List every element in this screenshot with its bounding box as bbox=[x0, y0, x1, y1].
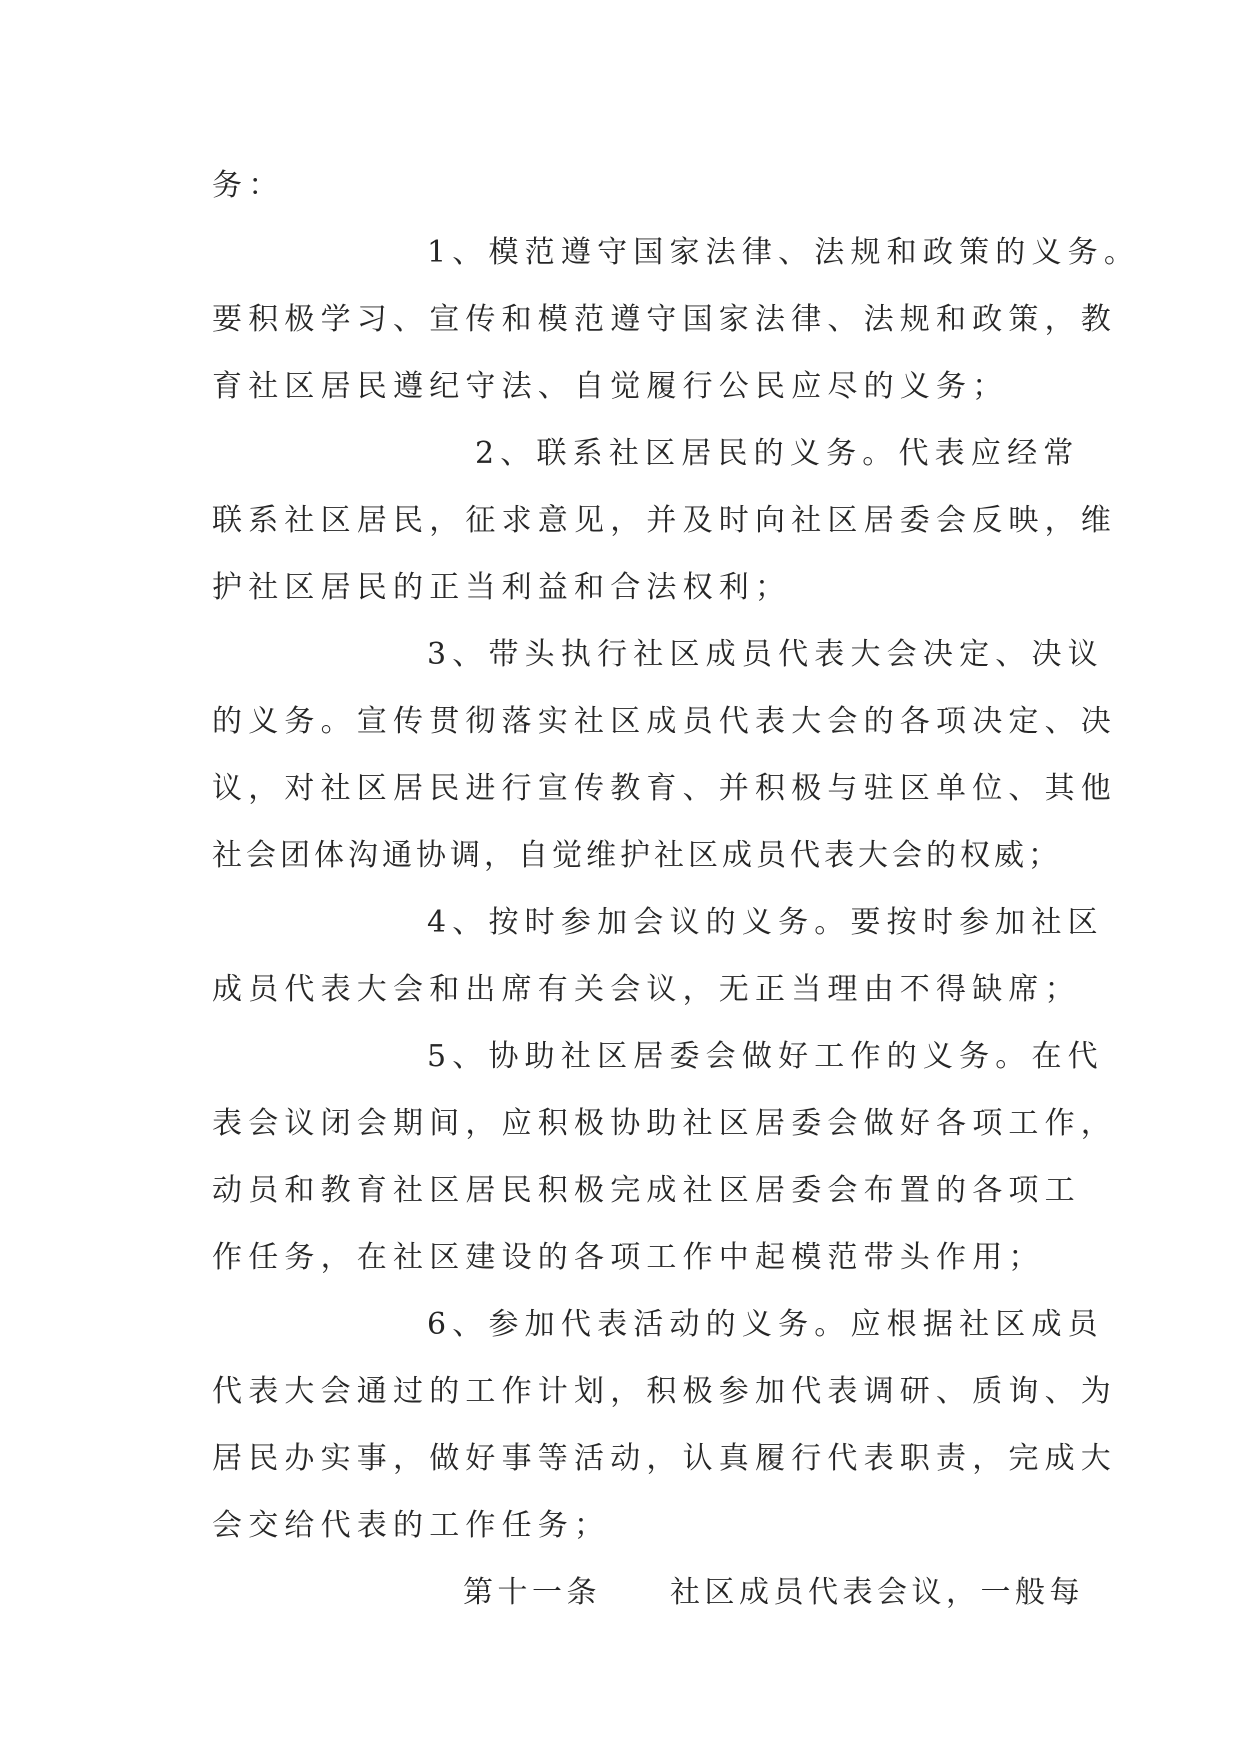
text-line-21: 会交给代表的工作任务； bbox=[212, 1508, 611, 1543]
text-line-15: 表会议闭会期间，应积极协助社区居委会做好各项工作， bbox=[212, 1106, 1117, 1141]
text-line-3: 要积极学习、宣传和模范遵守国家法律、法规和政策，教 bbox=[212, 302, 1117, 337]
text-line-12: 4、按时参加会议的义务。要按时参加社区 bbox=[427, 905, 1104, 940]
text-line-17: 作任务，在社区建设的各项工作中起模范带头作用； bbox=[212, 1240, 1045, 1275]
article-heading-line: 第十一条 社区成员代表会议，一般每 bbox=[463, 1575, 1084, 1610]
text-line-13: 成员代表大会和出席有关会议，无正当理由不得缺席； bbox=[212, 972, 1081, 1007]
text-line-8: 3、带头执行社区成员代表大会决定、决议 bbox=[427, 637, 1104, 672]
text-line-2: 1、模范遵守国家法律、法规和政策的义务。 bbox=[427, 235, 1141, 270]
text-line-19: 代表大会通过的工作计划，积极参加代表调研、质询、为 bbox=[212, 1374, 1117, 1409]
text-line-9: 的义务。宣传贯彻落实社区成员代表大会的各项决定、决 bbox=[212, 704, 1117, 739]
text-line-20: 居民办实事，做好事等活动，认真履行代表职责，完成大 bbox=[212, 1441, 1117, 1476]
text-line-18: 6、参加代表活动的义务。应根据社区成员 bbox=[427, 1307, 1104, 1342]
text-line-5: 2、联系社区居民的义务。代表应经常 bbox=[475, 436, 1080, 471]
text-line-11: 社会团体沟通协调，自觉维护社区成员代表大会的权威； bbox=[212, 838, 1062, 873]
text-line-14: 5、协助社区居委会做好工作的义务。在代 bbox=[427, 1039, 1104, 1074]
text-line-6: 联系社区居民，征求意见，并及时向社区居委会反映，维 bbox=[212, 503, 1117, 538]
text-line-10: 议，对社区居民进行宣传教育、并积极与驻区单位、其他 bbox=[212, 771, 1117, 806]
text-line-7: 护社区居民的正当利益和合法权利； bbox=[212, 570, 792, 605]
text-line-1: 务： bbox=[212, 168, 285, 203]
text-line-4: 育社区居民遵纪守法、自觉履行公民应尽的义务； bbox=[212, 369, 1009, 404]
text-line-16: 动员和教育社区居民积极完成社区居委会布置的各项工 bbox=[212, 1173, 1081, 1208]
